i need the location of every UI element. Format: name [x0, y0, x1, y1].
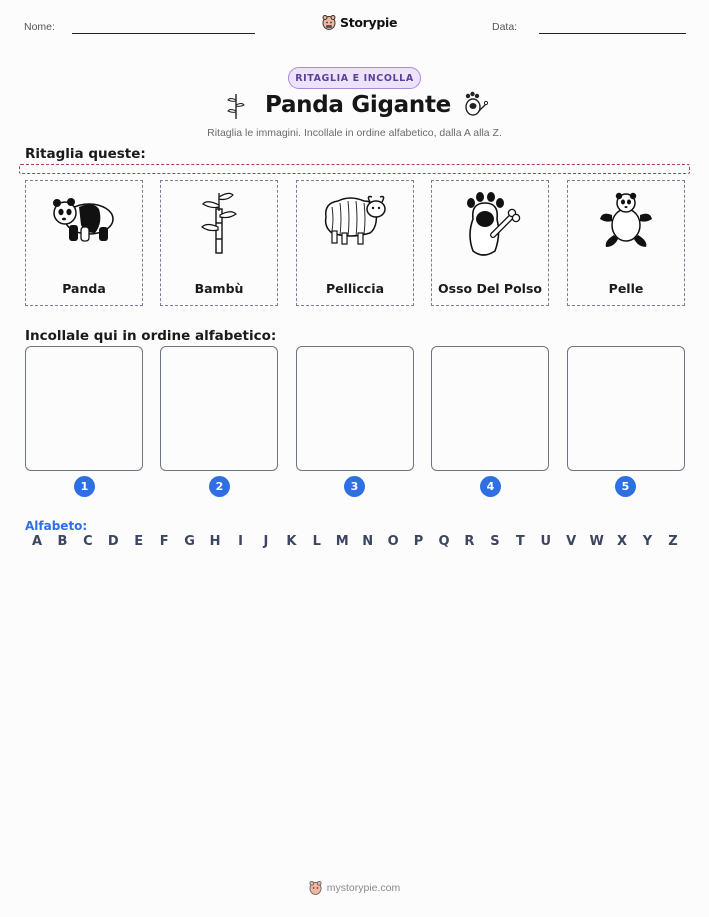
- brand-name: Storypie: [340, 14, 398, 30]
- name-label: Nome:: [24, 21, 55, 33]
- paste-slot-2[interactable]: [160, 346, 278, 471]
- card-label: Pelle: [608, 281, 644, 296]
- slot-number-3: 3: [344, 476, 365, 497]
- brand-logo: [322, 12, 397, 32]
- alphabet-letter: G: [184, 534, 195, 549]
- alphabet-letter: N: [362, 534, 374, 549]
- alphabet-letter: V: [566, 534, 577, 549]
- instructions: Ritaglia le immagini. Incollale in ordine alfabetico, dalla A alla Z.: [207, 127, 502, 139]
- alphabet-letter: H: [209, 534, 221, 549]
- alphabet-letter: M: [335, 534, 349, 549]
- card-label: Pelliccia: [325, 281, 385, 296]
- alphabet-letter: X: [617, 534, 628, 549]
- alphabet-letter: U: [540, 534, 552, 549]
- cut-section-heading: Ritaglia queste:: [25, 146, 146, 162]
- slot-number-1: 1: [74, 476, 95, 497]
- storypie-mascot-icon: [322, 14, 336, 30]
- card-label: Panda: [62, 281, 106, 296]
- paste-section-heading: Incollale qui in ordine alfabetico:: [25, 328, 277, 344]
- paste-slot-1[interactable]: [25, 346, 143, 471]
- date-label: Data:: [492, 21, 518, 33]
- alphabet-letter: T: [515, 534, 525, 549]
- cut-card[interactable]: [25, 180, 143, 306]
- alphabet-letter: F: [159, 534, 169, 549]
- paste-slot-4[interactable]: [431, 346, 549, 471]
- slot-number-4: 4: [480, 476, 501, 497]
- card-label: Bambù: [194, 281, 244, 296]
- panda-skin-icon: [598, 189, 654, 249]
- card-label: Osso Del Polso: [438, 281, 542, 296]
- cut-card[interactable]: [431, 180, 549, 306]
- slot-number-5: 5: [615, 476, 636, 497]
- footer-link[interactable]: mystorypie.com: [326, 881, 401, 894]
- alphabet-letter: Y: [642, 534, 653, 549]
- alphabet-letter: B: [57, 534, 68, 549]
- date-line[interactable]: [539, 33, 686, 34]
- alphabet-letter: K: [286, 534, 297, 549]
- alphabet-letter: P: [413, 534, 424, 549]
- alphabet-letter: C: [83, 534, 93, 549]
- footer: [0, 880, 709, 895]
- alphabet-letter: E: [134, 534, 144, 549]
- cut-line: [19, 164, 690, 174]
- cut-card[interactable]: [160, 180, 278, 306]
- alphabet-letter: S: [490, 534, 500, 549]
- name-line[interactable]: [72, 33, 255, 34]
- bamboo-sprig-icon: [226, 92, 246, 120]
- alphabet-letter: W: [589, 534, 604, 549]
- cut-card[interactable]: [296, 180, 414, 306]
- alphabet-letter: L: [312, 534, 321, 549]
- paste-slot-5[interactable]: [567, 346, 685, 471]
- paste-slot-3[interactable]: [296, 346, 414, 471]
- fur-animal-icon: [320, 189, 390, 249]
- activity-badge: RITAGLIA E INCOLLA: [288, 67, 421, 89]
- alphabet-letter: I: [238, 534, 243, 549]
- bamboo-icon: [199, 189, 239, 255]
- alphabet-letter: D: [107, 534, 119, 549]
- slot-number-2: 2: [209, 476, 230, 497]
- paw-bone-icon: [455, 189, 525, 259]
- alphabet-row: [25, 534, 685, 549]
- page-title: Panda Gigante: [265, 92, 451, 118]
- alphabet-letter: A: [31, 534, 43, 549]
- alphabet-letter: R: [464, 534, 475, 549]
- storypie-mascot-icon: [309, 880, 322, 895]
- alphabet-letter: Z: [668, 534, 678, 549]
- paw-print-icon: [462, 90, 488, 118]
- alphabet-letter: O: [387, 534, 399, 549]
- alphabet-label: Alfabeto:: [25, 519, 88, 533]
- alphabet-letter: Q: [438, 534, 450, 549]
- alphabet-letter: J: [263, 534, 269, 549]
- panda-icon: [49, 189, 119, 247]
- cut-card[interactable]: [567, 180, 685, 306]
